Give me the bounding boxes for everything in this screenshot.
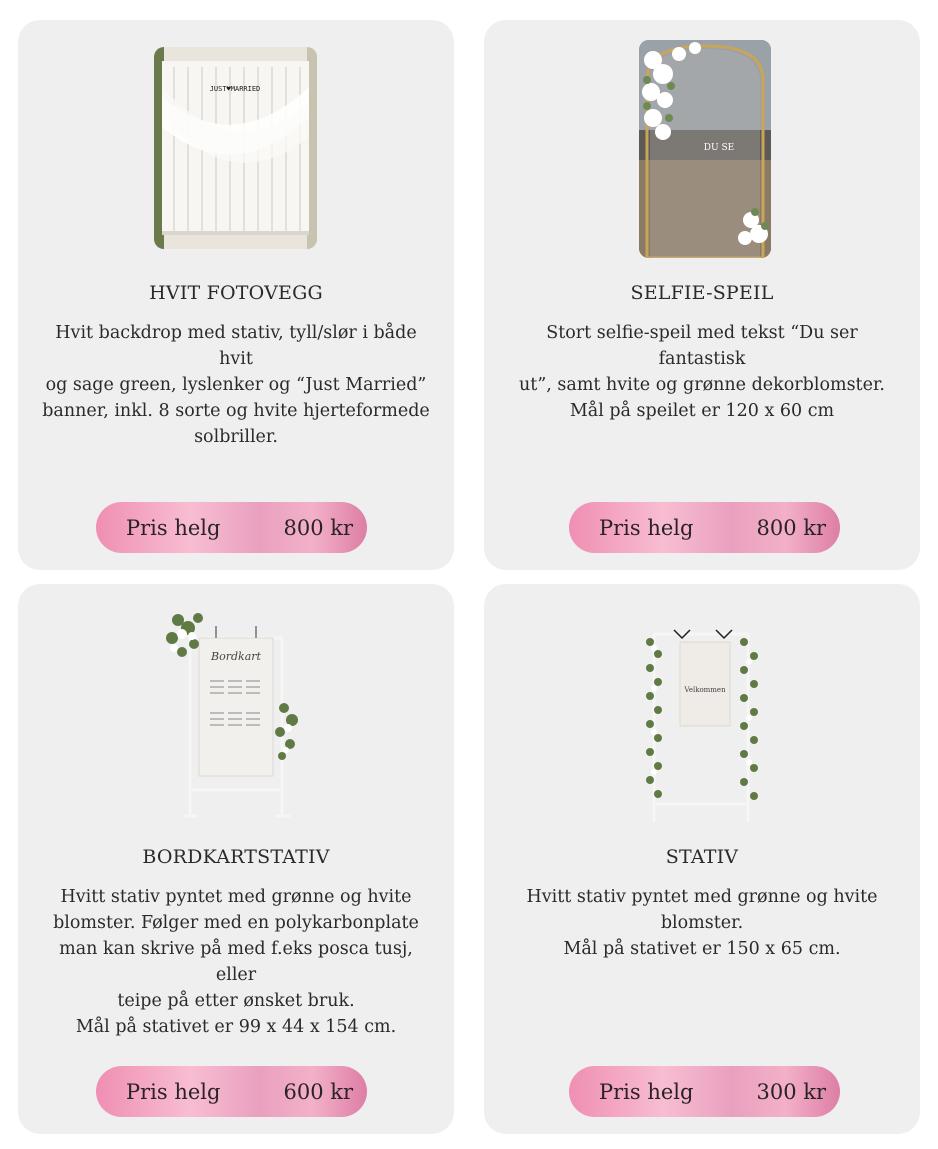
price-value: 300 kr [756,1079,826,1104]
product-title: STATIV [665,846,739,868]
product-title: HVIT FOTOVEGG [149,282,323,304]
product-description: Hvitt stativ pyntet med grønne og hvite blomster. Følger med en polykarbonplate man kan skrive på med f.eks posca tusj, eller teipe på etter ønsket bruk. Mål på stativet er 99 x 44 x 154 cm. [53,887,419,1037]
product-title: BORDKARTSTATIV [142,846,330,868]
price-value: 600 kr [283,1079,353,1104]
price-value: 800 kr [756,515,826,540]
product-title: SELFIE-SPEIL [630,282,774,304]
product-image-stativ[interactable] [644,622,760,826]
product-card-bordkartstativ [18,584,454,1134]
price-value: 800 kr [283,515,353,540]
mirror-text: DU SE [703,143,735,153]
price-button[interactable] [569,502,840,553]
price-label: Pris helg [599,515,694,540]
product-card-selfie-speil [484,20,920,570]
price-label: Pris helg [599,1079,694,1104]
product-description: Hvit backdrop med stativ, tyll/slør i både hvit og sage green, lyslenker og “Just Married” banner, inkl. 8 sorte og hvite hjerteformede solbriller. [42,323,430,447]
sign-text: Velkommen [684,686,726,694]
price-label: Pris helg [126,1079,221,1104]
product-image-bordkartstativ[interactable] [164,608,304,820]
price-label: Pris helg [126,515,221,540]
price-button[interactable] [96,502,367,553]
banner-text: JUST♥MARRIED [209,85,261,93]
product-image-fotovegg[interactable] [154,47,317,249]
product-description: Stort selfie-speil med tekst “Du ser fantastisk ut”, samt hvite og grønne dekorblomster. Mål på speilet er 120 x 60 cm [519,323,885,421]
product-description: Hvitt stativ pyntet med grønne og hvite blomster. Mål på stativet er 150 x 65 cm. [526,887,878,959]
product-card-stativ [484,584,920,1134]
price-button[interactable] [569,1066,840,1117]
product-image-selfie-speil[interactable] [639,40,771,258]
sign-text: Bordkart [211,650,261,663]
product-card-hvit-fotovegg [18,20,454,570]
price-button[interactable] [96,1066,367,1117]
